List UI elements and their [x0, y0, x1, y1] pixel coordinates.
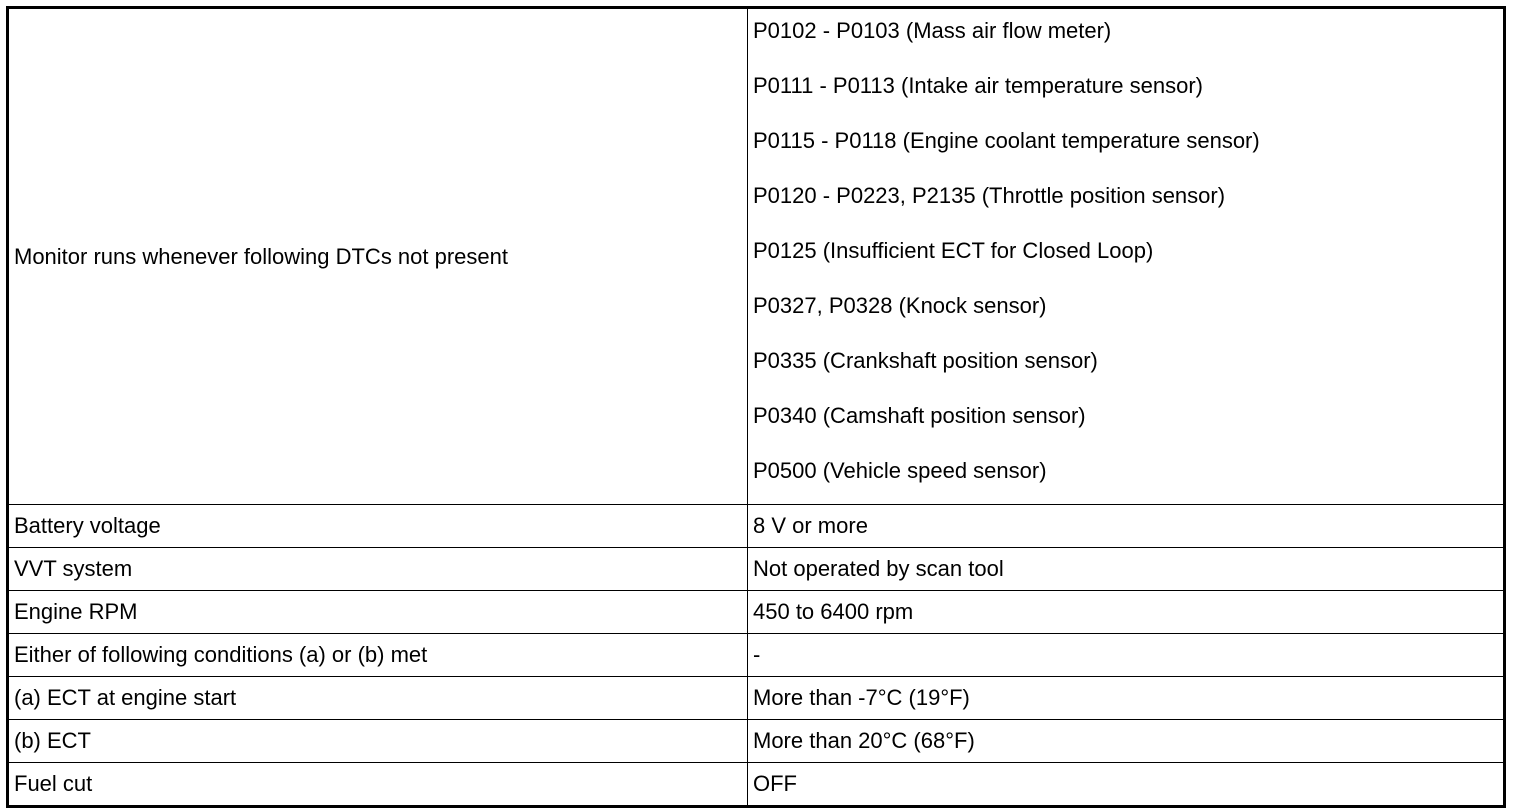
condition-label: Battery voltage: [8, 505, 748, 548]
dtc-item: P0500 (Vehicle speed sensor): [753, 458, 1047, 483]
condition-label: Either of following conditions (a) or (b) met: [8, 634, 748, 677]
condition-value: More than -7°C (19°F): [748, 677, 1505, 720]
condition-label: Engine RPM: [8, 591, 748, 634]
dtc-item: P0115 - P0118 (Engine coolant temperature sensor): [753, 128, 1260, 153]
dtc-list-cell: [748, 8, 1505, 505]
dtc-item: P0125 (Insufficient ECT for Closed Loop): [753, 238, 1154, 263]
condition-label: (a) ECT at engine start: [8, 677, 748, 720]
dtc-item: P0102 - P0103 (Mass air flow meter): [753, 18, 1112, 43]
dtc-item: P0340 (Camshaft position sensor): [753, 403, 1086, 428]
table-row: [8, 548, 1505, 591]
condition-value: 450 to 6400 rpm: [748, 591, 1505, 634]
table-row: [8, 763, 1505, 807]
table-row: [8, 505, 1505, 548]
condition-value: OFF: [748, 763, 1505, 807]
table-row: [8, 634, 1505, 677]
dtc-item: P0111 - P0113 (Intake air temperature sensor): [753, 73, 1204, 98]
table-row: [8, 591, 1505, 634]
condition-label: Monitor runs whenever following DTCs not present: [8, 8, 748, 505]
condition-value: More than 20°C (68°F): [748, 720, 1505, 763]
table-row: [8, 8, 1505, 505]
table-row: [8, 677, 1505, 720]
dtc-item: P0327, P0328 (Knock sensor): [753, 293, 1047, 318]
dtc-list: [753, 9, 1503, 504]
condition-label: Fuel cut: [8, 763, 748, 807]
condition-value: -: [748, 634, 1505, 677]
dtc-item: P0335 (Crankshaft position sensor): [753, 348, 1098, 373]
condition-value: Not operated by scan tool: [748, 548, 1505, 591]
condition-label: (b) ECT: [8, 720, 748, 763]
table-row: [8, 720, 1505, 763]
condition-label: VVT system: [8, 548, 748, 591]
condition-value: 8 V or more: [748, 505, 1505, 548]
dtc-item: P0120 - P0223, P2135 (Throttle position sensor): [753, 183, 1226, 208]
conditions-table: [6, 6, 1506, 808]
